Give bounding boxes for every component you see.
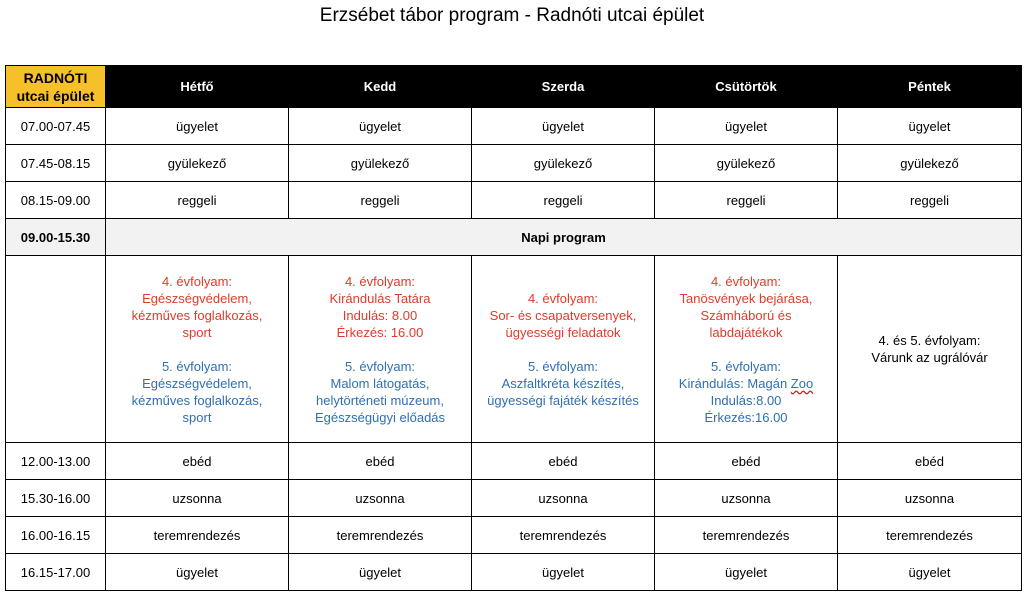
day-header-friday: Péntek (838, 66, 1022, 108)
program-line: 5. évfolyam: (527, 358, 599, 374)
activity-cell: ügyelet (289, 108, 472, 145)
schedule-row (6, 108, 1022, 145)
program-line: Várunk az ugrálóvár (871, 350, 988, 365)
activity-cell: uzsonna (472, 480, 655, 517)
header-row (6, 66, 1022, 108)
program-details-row (6, 256, 1022, 443)
activity-cell: ügyelet (838, 108, 1022, 145)
activity-cell: ebéd (289, 443, 472, 480)
time-cell: 16.15-17.00 (6, 554, 106, 591)
program-line: 5. évfolyam: (710, 358, 782, 374)
program-line: 4. évfolyam: (710, 273, 782, 289)
program-line: Érkezés:16.00 (704, 409, 788, 425)
program-line: Malom látogatás, (330, 375, 430, 391)
program-cell-thursday (655, 256, 838, 443)
activity-cell: gyülekező (655, 145, 838, 182)
spellcheck-word: Zoo (790, 375, 814, 391)
activity-cell: reggeli (472, 182, 655, 219)
activity-cell: gyülekező (838, 145, 1022, 182)
daily-program-row (6, 219, 1022, 256)
schedule-row (6, 480, 1022, 517)
schedule-row (6, 443, 1022, 480)
program-line: kézműves foglalkozás, (131, 392, 263, 408)
day-header-tuesday: Kedd (289, 66, 472, 108)
schedule-row (6, 554, 1022, 591)
program-cell-friday (838, 256, 1022, 443)
activity-cell: ügyelet (106, 554, 289, 591)
daily-program-label: Napi program (106, 219, 1022, 256)
activity-cell: ügyelet (106, 108, 289, 145)
activity-cell: teremrendezés (106, 517, 289, 554)
building-name: RADNÓTI (23, 69, 88, 86)
activity-cell: ügyelet (289, 554, 472, 591)
program-line: 4. évfolyam: (161, 273, 233, 289)
activity-cell: teremrendezés (838, 517, 1022, 554)
program-line: Egészségvédelem, (142, 375, 252, 391)
activity-cell: ügyelet (655, 108, 838, 145)
program-line: Kirándulás Tatára (329, 290, 431, 306)
time-cell: 07.00-07.45 (6, 108, 106, 145)
activity-cell: reggeli (655, 182, 838, 219)
program-line: labdajátékok (709, 324, 783, 340)
activity-cell: uzsonna (838, 480, 1022, 517)
spacer (289, 341, 471, 358)
activity-cell: ebéd (472, 443, 655, 480)
program-line: Számháború és (700, 307, 792, 323)
schedule-row (6, 182, 1022, 219)
activity-cell: teremrendezés (472, 517, 655, 554)
program-line: Érkezés: 16.00 (336, 324, 424, 340)
activity-cell: uzsonna (289, 480, 472, 517)
activity-cell: gyülekező (472, 145, 655, 182)
program-line: Sor- és csapatversenyek, (489, 307, 637, 323)
program-line: Tanösvények bejárása, (679, 290, 813, 306)
activity-cell: uzsonna (106, 480, 289, 517)
activity-cell: ügyelet (472, 108, 655, 145)
program-line: 5. évfolyam: (344, 358, 416, 374)
spacer (655, 341, 837, 358)
spacer (472, 341, 654, 358)
building-subtitle: utcai épület (16, 87, 95, 104)
activity-cell: gyülekező (106, 145, 289, 182)
program-text: Kirándulás: Magán (678, 375, 791, 391)
time-cell: 07.45-08.15 (6, 145, 106, 182)
program-line: 4. és 5. évfolyam: (878, 333, 981, 348)
program-line (655, 375, 837, 392)
schedule-row (6, 145, 1022, 182)
day-header-thursday: Csütörtök (655, 66, 838, 108)
time-cell: 08.15-09.00 (6, 182, 106, 219)
time-cell: 12.00-13.00 (6, 443, 106, 480)
activity-cell: gyülekező (289, 145, 472, 182)
spacer (106, 341, 288, 358)
activity-cell: ügyelet (472, 554, 655, 591)
program-line: Egészségügyi előadás (314, 409, 446, 425)
program-line: ügyességi feladatok (505, 324, 621, 340)
program-line: Aszfaltkréta készítés, (501, 375, 625, 391)
program-line: sport (182, 324, 212, 340)
activity-cell: uzsonna (655, 480, 838, 517)
time-cell: 15.30-16.00 (6, 480, 106, 517)
page-title: Erzsébet tábor program - Radnóti utcai épület (319, 5, 705, 26)
schedule-table (5, 65, 1022, 591)
day-header-monday: Hétfő (106, 66, 289, 108)
program-line: sport (182, 409, 212, 425)
program-line: kézműves foglalkozás, (131, 307, 263, 323)
activity-cell: ebéd (106, 443, 289, 480)
activity-cell: teremrendezés (655, 517, 838, 554)
activity-cell: ebéd (838, 443, 1022, 480)
time-cell: 09.00-15.30 (6, 219, 106, 256)
time-cell: 16.00-16.15 (6, 517, 106, 554)
program-line: 4. évfolyam: (527, 290, 599, 306)
activity-cell: reggeli (289, 182, 472, 219)
program-cell-tuesday (289, 256, 472, 443)
program-line: 5. évfolyam: (161, 358, 233, 374)
program-cell-wednesday (472, 256, 655, 443)
activity-cell: ebéd (655, 443, 838, 480)
empty-time-cell (6, 256, 106, 443)
program-line: ügyességi fajáték készítés (487, 392, 639, 408)
activity-cell: reggeli (106, 182, 289, 219)
activity-cell: reggeli (838, 182, 1022, 219)
program-line: Indulás:8.00 (710, 392, 782, 408)
program-cell-monday (106, 256, 289, 443)
day-header-wednesday: Szerda (472, 66, 655, 108)
program-line: 4. évfolyam: (344, 273, 416, 289)
schedule-row (6, 517, 1022, 554)
program-line: helytörténeti múzeum, (316, 392, 444, 408)
program-line: Egészségvédelem, (142, 290, 252, 306)
activity-cell: teremrendezés (289, 517, 472, 554)
building-header-cell (6, 66, 106, 108)
activity-cell: ügyelet (838, 554, 1022, 591)
activity-cell: ügyelet (655, 554, 838, 591)
program-line: Indulás: 8.00 (342, 307, 418, 323)
